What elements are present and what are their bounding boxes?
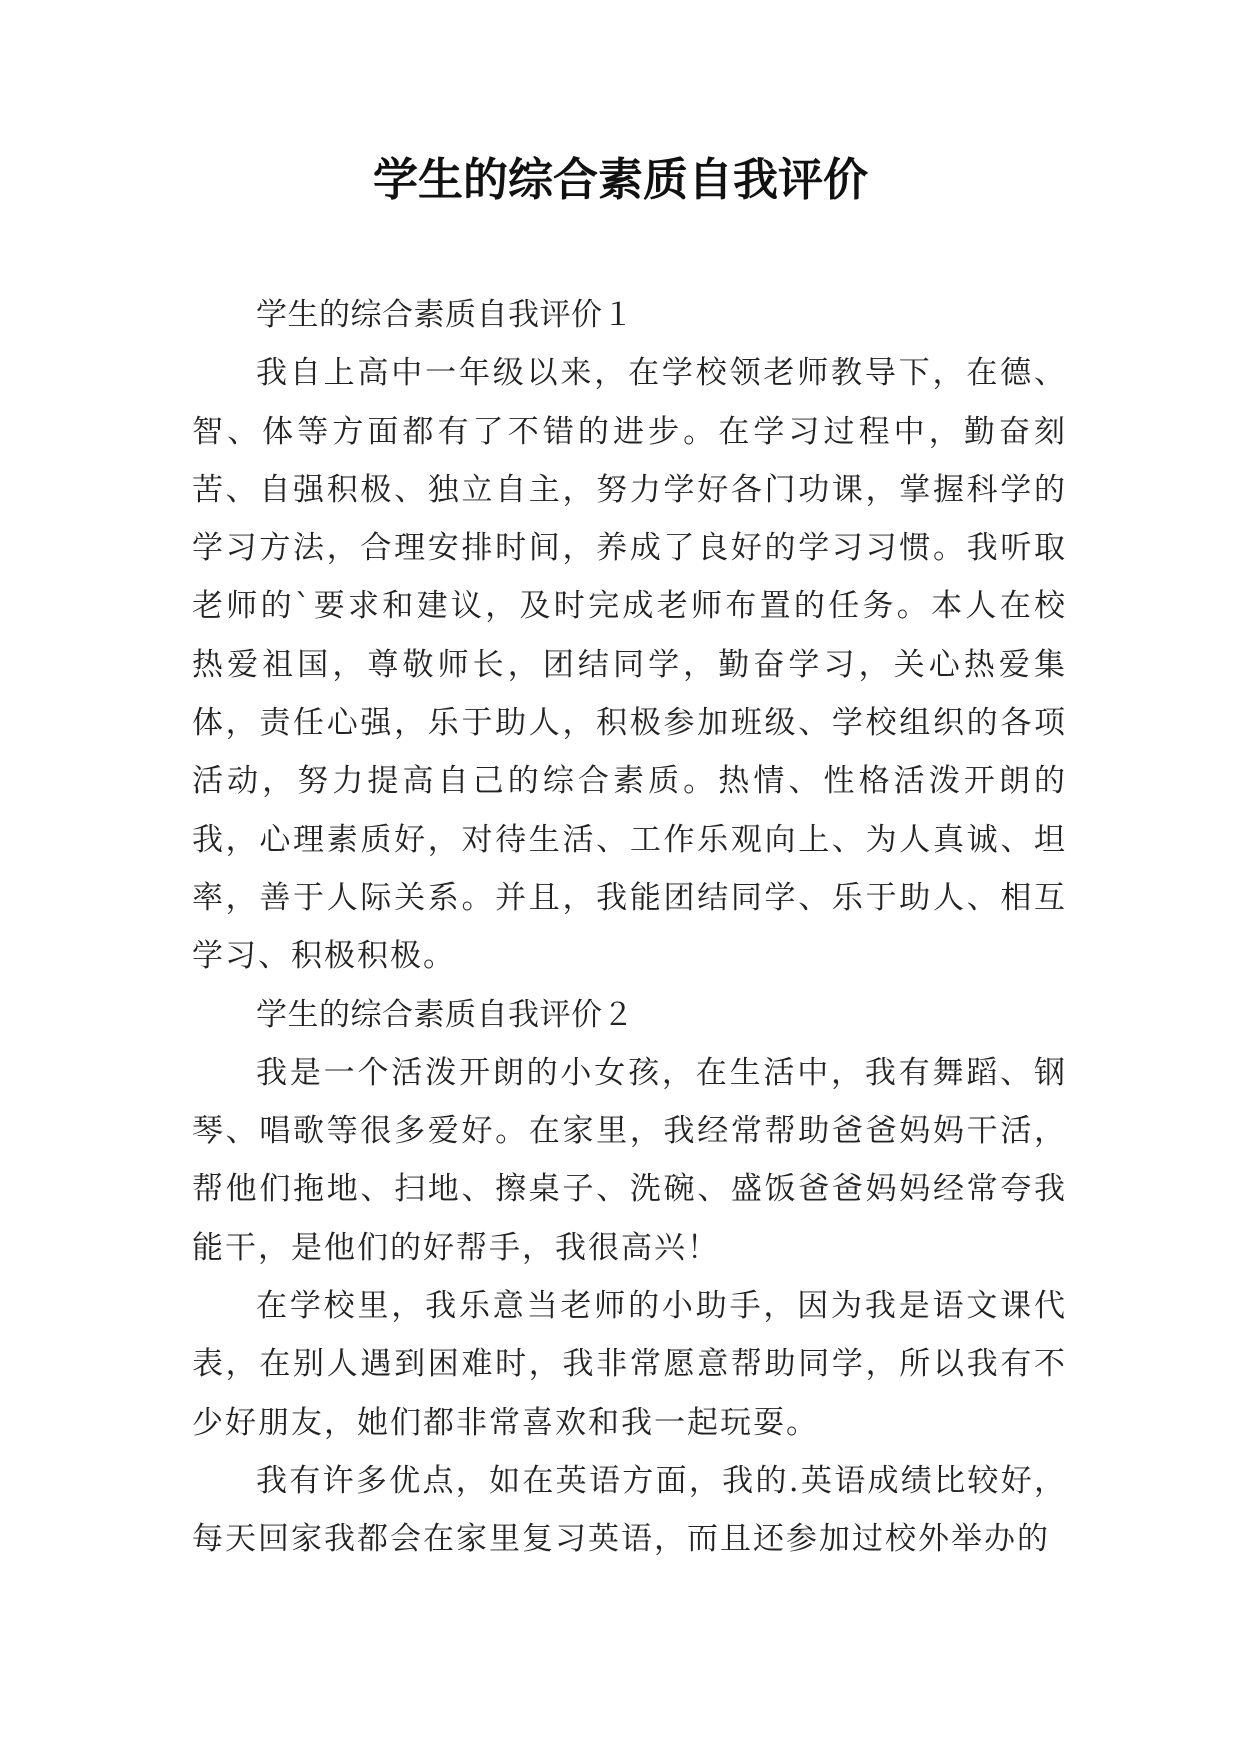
- paragraph-4: 我有许多优点，如在英语方面，我的.英语成绩比较好，每天回家我都会在家里复习英语，而且还参加过校外举办的: [192, 1462, 1067, 1558]
- section-heading-2: 学生的综合素质自我评价２: [256, 996, 634, 1033]
- document-title: 学生的综合素质自我评价: [372, 153, 868, 206]
- paragraph-1: 我自上高中一年级以来，在学校领老师教导下，在德、智、体等方面都有了不错的进步。在学习过程中，勤奋刻苦、自强积极、独立自主，努力学好各门功课，掌握科学的学习方法，合理安排时间，养成了良好的学习习惯。我听取老师的`要求和建议，及时完成老师布置的任务。本人在校热爱祖国，尊敬师长，团结同学，勤奋学习，关心热爱集体，责任心强，乐于助人，积极参加班级、学校组织的各项活动，努力提高自己的综合素质。热情、性格活泼开朗的我，心理素质好，对待生活、工作乐观向上、为人真诚、坦率，善于人际关系。并且，我能团结同学、乐于助人、相互学习、积极积极。: [192, 355, 1067, 975]
- paragraph-2: 我是一个活泼开朗的小女孩，在生活中，我有舞蹈、钢琴、唱歌等很多爱好。在家里，我经常帮助爸爸妈妈干活，帮他们拖地、扫地、擦桌子、洗碗、盛饭爸爸妈妈经常夸我能干，是他们的好帮手，我很高兴！: [192, 1054, 1067, 1266]
- paragraph-3: 在学校里，我乐意当老师的小助手，因为我是语文课代表，在别人遇到困难时，我非常愿意帮助同学，所以我有不少好朋友，她们都非常喜欢和我一起玩耍。: [192, 1288, 1067, 1441]
- section-heading-1: 学生的综合素质自我评价１: [256, 297, 634, 333]
- document-body: [192, 286, 1067, 1569]
